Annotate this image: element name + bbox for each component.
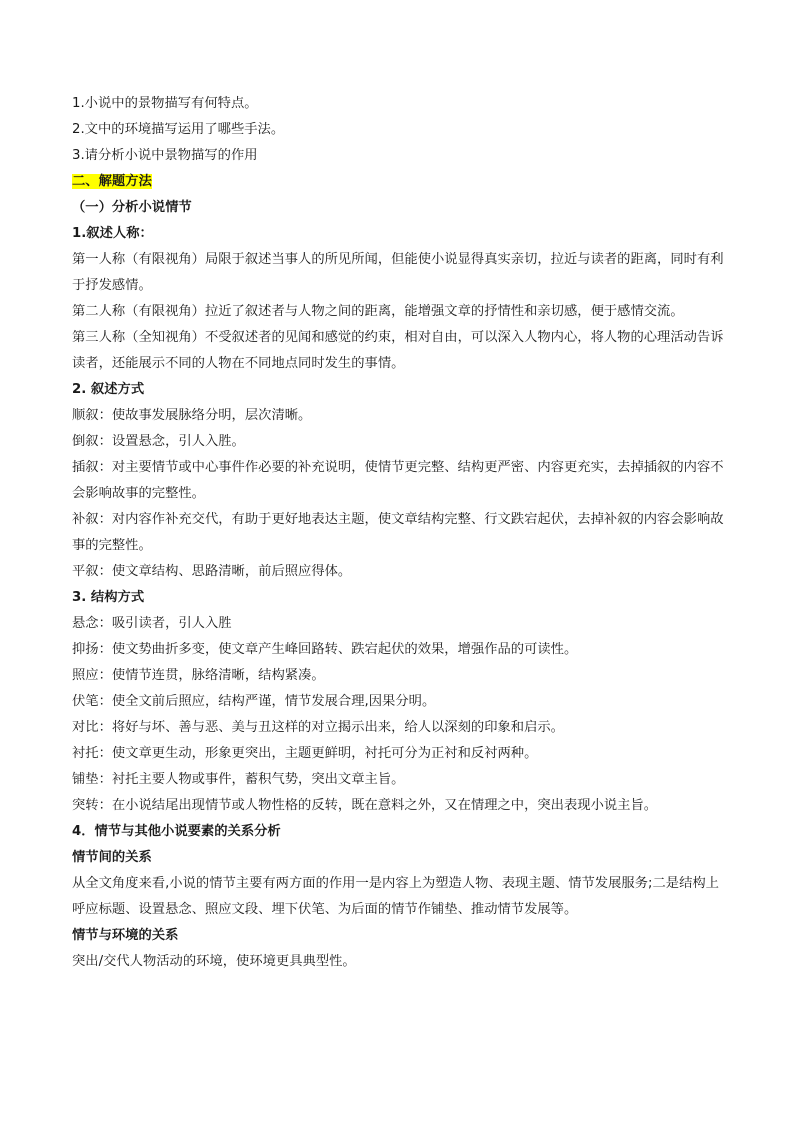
plot-relation-heading: 情节间的关系	[72, 850, 152, 865]
narrative-person-third: 第三人称（全知视角）不受叙述者的见闻和感觉的约束，相对自由，可以深入人物内心，将人物的心理活动告诉读者，还能展示不同的人物在不同地点同时发生的事情。	[72, 330, 724, 371]
section-title: 二、解题方法	[72, 174, 152, 189]
narrative-person-heading: 1.叙述人称：	[72, 226, 153, 241]
structure-method-item: 突转：在小说结尾出现情节或人物性格的反转，既在意料之外，又在情理之中，突出表现小说主旨。	[72, 798, 658, 813]
question-1: 1.小说中的景物描写有何特点。	[72, 96, 258, 111]
structure-method-item: 抑扬：使文势曲折多变，使文章产生峰回路转、跌宕起伏的效果，增强作品的可读性。	[72, 642, 578, 657]
env-relation-heading: 情节与环境的关系	[72, 928, 179, 943]
narrative-method-item: 顺叙：使故事发展脉络分明，层次清晰。	[72, 408, 312, 423]
env-relation-text: 突出/交代人物活动的环境，使环境更具典型性。	[72, 954, 356, 969]
structure-method-item: 铺垫：衬托主要人物或事件，蓄积气势，突出文章主旨。	[72, 772, 405, 787]
structure-method-item: 照应：使情节连贯，脉络清晰，结构紧凑。	[72, 668, 325, 683]
question-3: 3.请分析小说中景物描写的作用	[72, 148, 258, 163]
narrative-method-item: 插叙：对主要情节或中心事件作必要的补充说明，使情节更完整、结构更严密、内容更充实，去掉插叙的内容不会影响故事的完整性。	[72, 460, 724, 501]
structure-method-item: 衬托：使文章更生动，形象更突出，主题更鲜明，衬托可分为正衬和反衬两种。	[72, 746, 538, 761]
relations-heading: 4．情节与其他小说要素的关系分析	[72, 824, 281, 839]
plot-relation-text: 从全文角度来看,小说的情节主要有两方面的作用一是内容上为塑造人物、表现主题、情节发展服务;二是结构上呼应标题、设置悬念、照应文段、埋下伏笔、为后面的情节作铺垫、推动情节发展等。	[72, 876, 719, 917]
narrative-method-heading: 2. 叙述方式	[72, 382, 145, 397]
structure-method-item: 悬念：吸引读者，引人入胜	[72, 616, 232, 631]
subsection-title: （一）分析小说情节	[72, 200, 192, 215]
document-content	[72, 91, 724, 975]
narrative-person-first: 第一人称（有限视角）局限于叙述当事人的所见所闻，但能使小说显得真实亲切，拉近与读者的距离，同时有利于抒发感情。	[72, 252, 724, 293]
narrative-method-item: 补叙：对内容作补充交代，有助于更好地表达主题，使文章结构完整、行文跌宕起伏，去掉补叙的内容会影响故事的完整性。	[72, 512, 724, 553]
narrative-method-item: 平叙：使文章结构、思路清晰，前后照应得体。	[72, 564, 352, 579]
structure-method-heading: 3. 结构方式	[72, 590, 145, 605]
section-title-row	[72, 169, 724, 195]
narrative-person-second: 第二人称（有限视角）拉近了叙述者与人物之间的距离，能增强文章的抒情性和亲切感，便于感情交流。	[72, 304, 684, 319]
structure-method-item: 对比：将好与坏、善与恶、美与丑这样的对立揭示出来，给人以深刻的印象和启示。	[72, 720, 564, 735]
structure-method-item: 伏笔：使全文前后照应，结构严谨，情节发展合理,因果分明。	[72, 694, 436, 709]
narrative-method-item: 倒叙：设置悬念，引人入胜。	[72, 434, 245, 449]
question-2: 2.文中的环境描写运用了哪些手法。	[72, 122, 285, 137]
